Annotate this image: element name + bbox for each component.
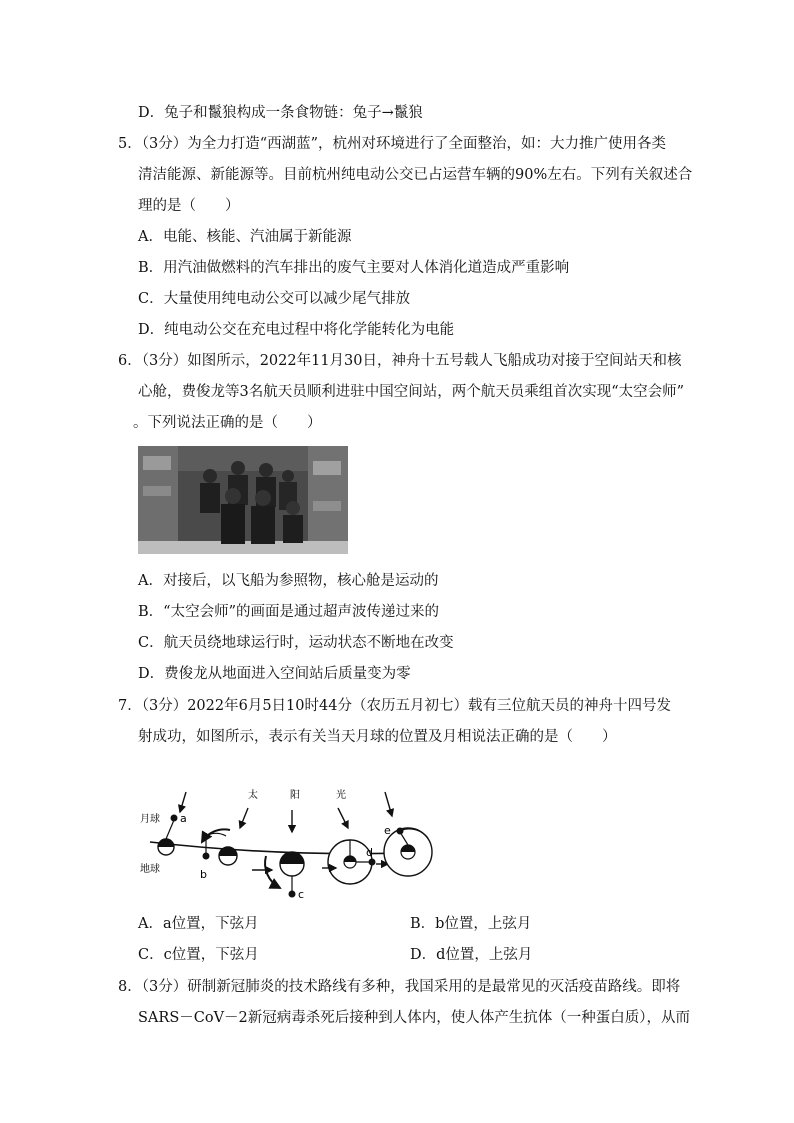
- q4-option-d: D．兔子和鬣狼构成一条食物链：兔子→鬣狼: [138, 105, 423, 121]
- q5-stem-line-3: 理的是（ ）: [138, 198, 240, 214]
- q5-stem-line-1: 5．（3分）为全力打造“西湖蓝”，杭州对环境进行了全面整治，如：大力推广使用各类: [118, 136, 667, 152]
- point-e: e: [384, 824, 391, 837]
- point-a: a: [180, 812, 187, 825]
- q5-option-a: A．电能、核能、汽油属于新能源: [138, 229, 352, 245]
- q6-option-d: D．费俊龙从地面进入空间站后质量变为零: [138, 666, 411, 682]
- astronauts-photo: [138, 446, 348, 554]
- point-d: d: [366, 846, 373, 859]
- q5-stem-line-2: 清洁能源、新能源等。目前杭州纯电动公交已占运营车辆的90%左右。下列有关叙述合: [138, 167, 693, 183]
- q7-option-a: A．a位置，下弦月: [138, 916, 259, 932]
- point-c: c: [298, 888, 305, 900]
- q7-option-b: B．b位置，上弦月: [410, 916, 532, 932]
- q8-stem-line-1: 8．（3分）研制新冠肺炎的技术路线有多种，我国采用的是最常见的灭活疫苗路线。即将: [118, 979, 681, 995]
- moon-phase-diagram: [130, 780, 450, 900]
- sun-label-3: 光: [336, 790, 346, 801]
- q6-option-a: A．对接后，以飞船为参照物，核心舱是运动的: [138, 573, 439, 589]
- q6-option-c: C．航天员绕地球运行时，运动状态不断地在改变: [138, 635, 454, 651]
- q6-stem-line-1: 6．（3分）如图所示，2022年11月30日，神舟十五号载人飞船成功对接于空间站天和核: [118, 353, 682, 369]
- q8-stem-line-2: SARS－CoV－2新冠病毒杀死后接种到人体内，使人体产生抗体（一种蛋白质），从而: [138, 1010, 691, 1026]
- q5-option-d: D．纯电动公交在充电过程中将化学能转化为电能: [138, 322, 455, 338]
- q7-option-d: D．d位置，上弦月: [410, 947, 533, 963]
- sun-label-1: 太: [248, 790, 258, 801]
- point-b: b: [200, 868, 207, 881]
- q7-stem-line-1: 7．（3分）2022年6月5日10时44分（农历五月初七）载有三位航天员的神舟十四号发: [118, 698, 671, 714]
- q6-stem-line-2: 心舱，费俊龙等3名航天员顺利进驻中国空间站，两个航天员乘组首次实现“太空会师”: [138, 384, 685, 400]
- q7-option-c: C．c位置，下弦月: [138, 947, 259, 963]
- q6-stem-line-3: 。下列说法正确的是（ ）: [133, 415, 322, 431]
- q5-option-b: B．用汽油做燃料的汽车排出的废气主要对人体消化道造成严重影响: [138, 260, 570, 276]
- q5-option-c: C．大量使用纯电动公交可以减少尾气排放: [138, 291, 411, 307]
- q7-stem-line-2: 射成功，如图所示，表示有关当天月球的位置及月相说法正确的是（ ）: [138, 729, 617, 745]
- sun-label-2: 阳: [290, 790, 300, 801]
- q6-option-b: B．“太空会师”的画面是通过超声波传递过来的: [138, 604, 439, 620]
- earth-label: 地球: [140, 864, 160, 875]
- moon-label: 月球: [140, 814, 160, 825]
